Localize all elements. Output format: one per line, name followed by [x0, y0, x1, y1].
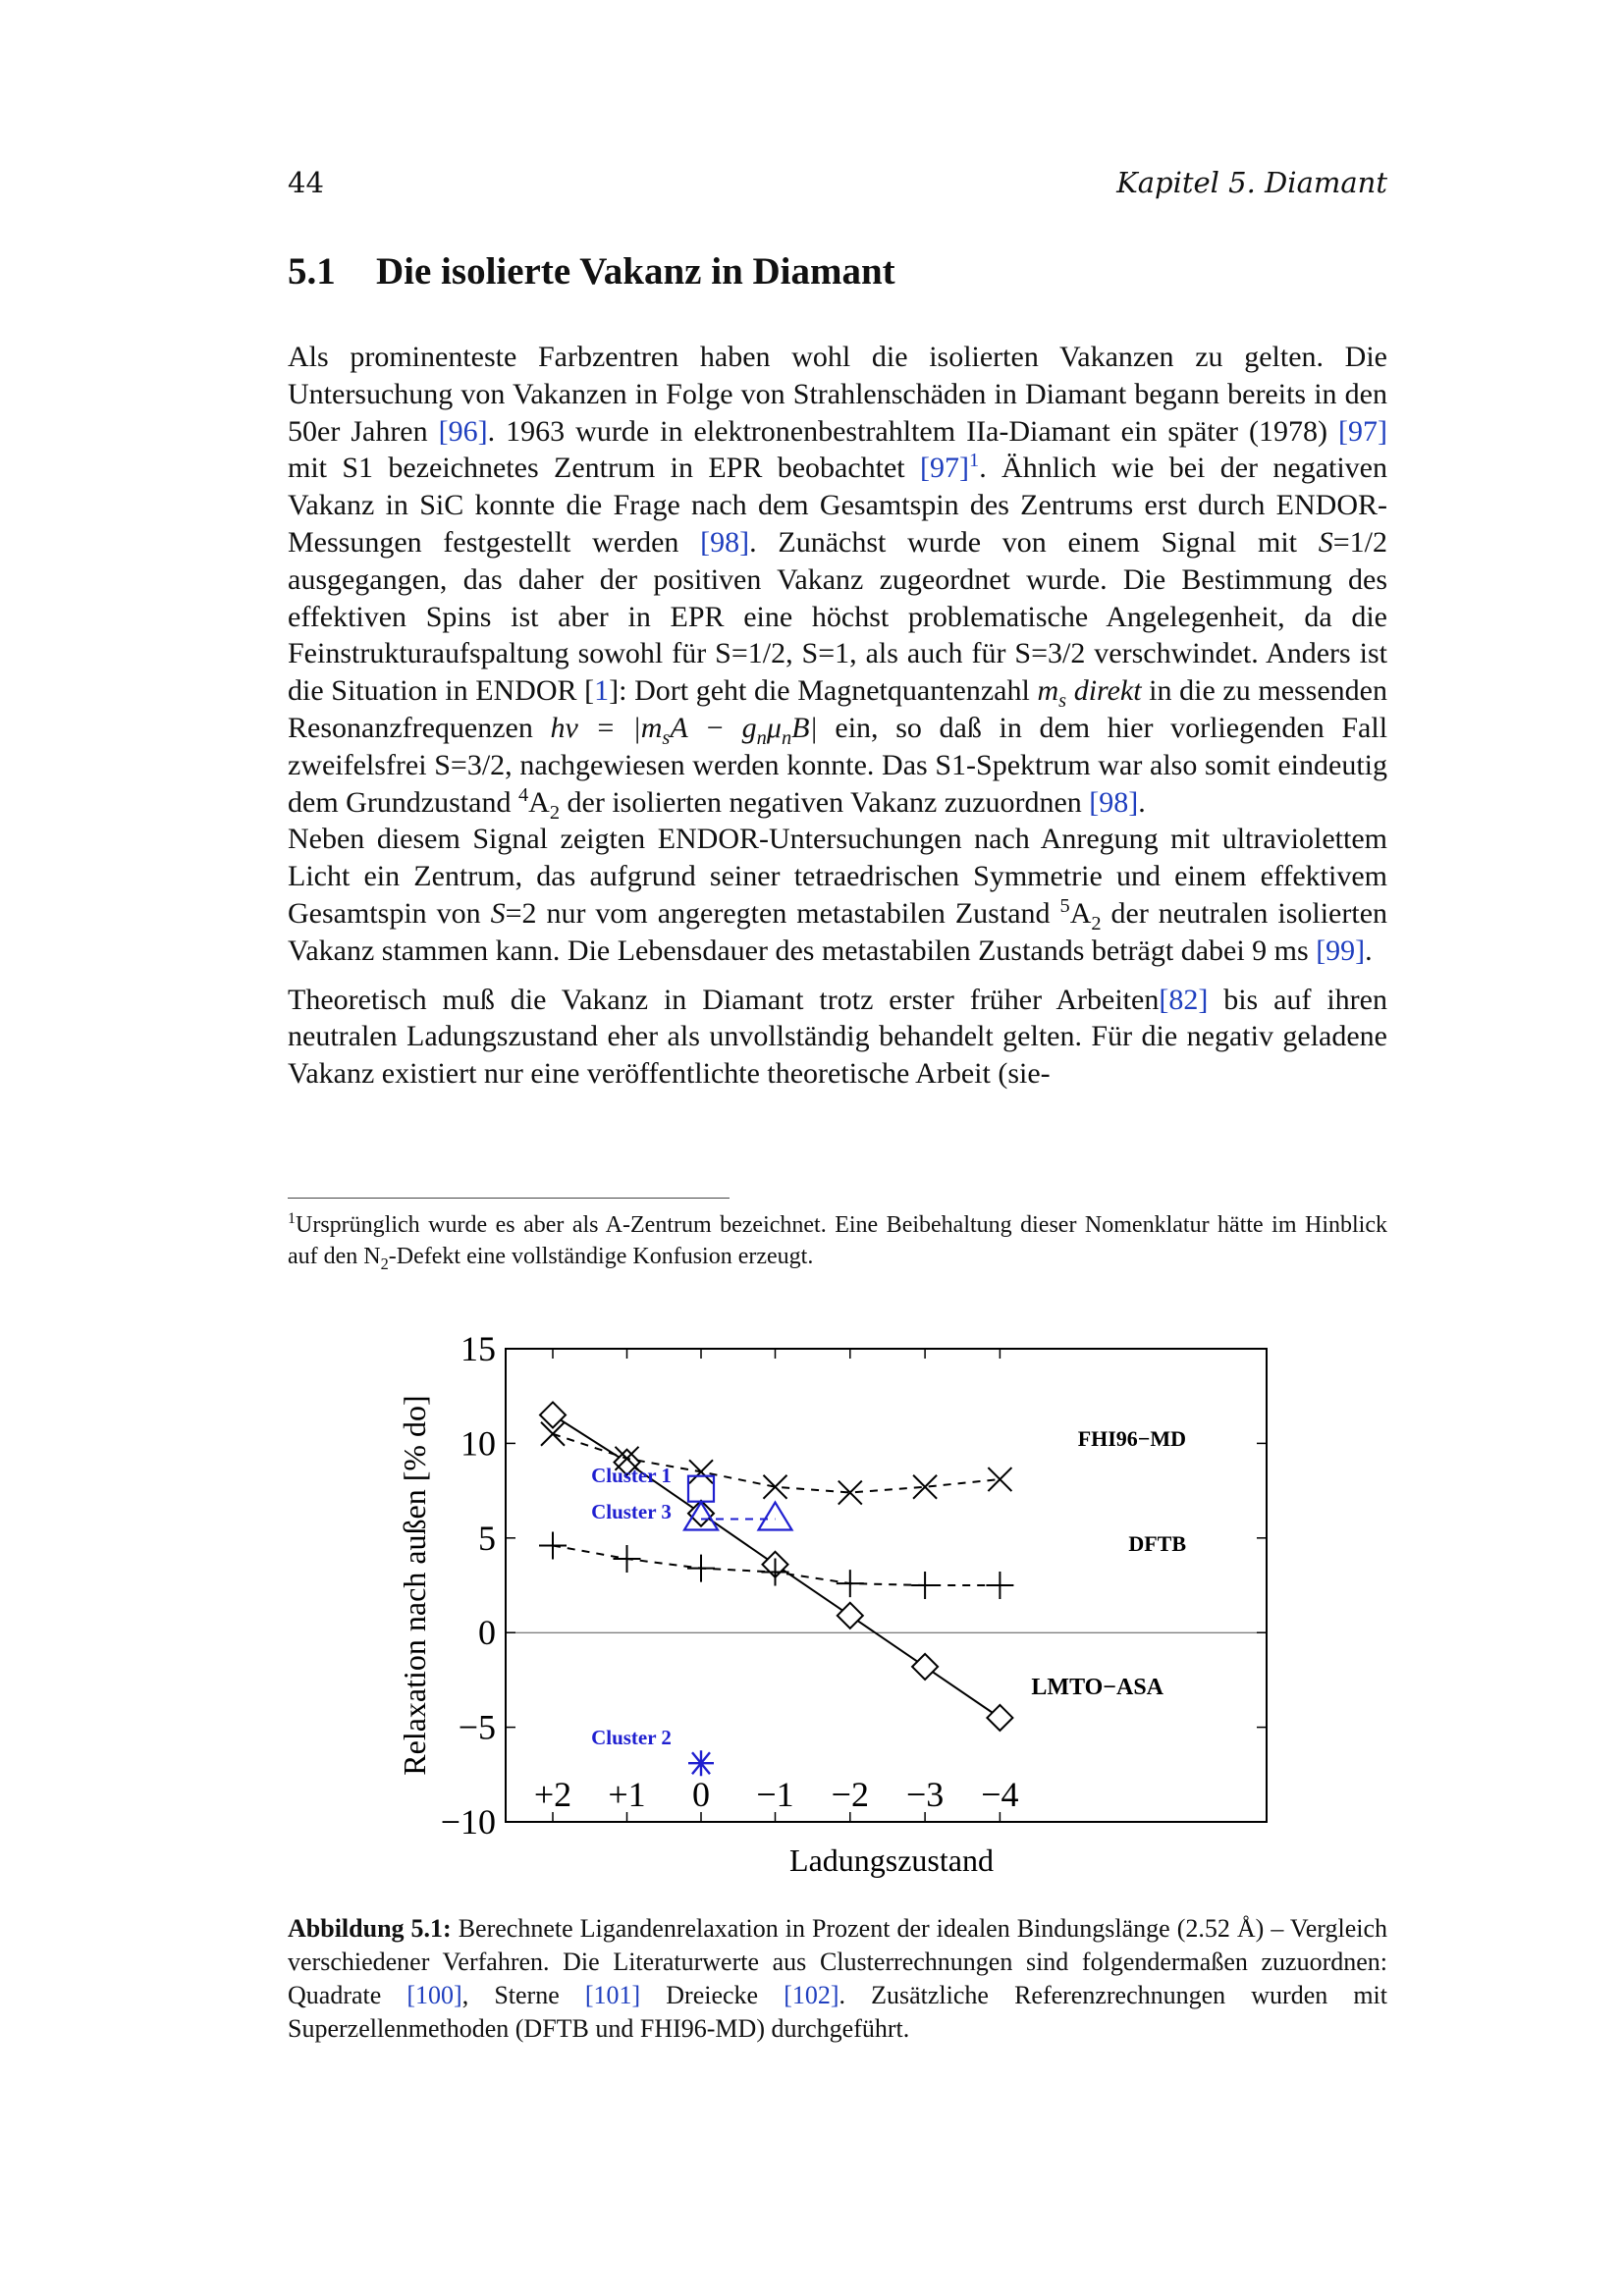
section-title: Die isolierte Vakanz in Diamant [376, 250, 895, 293]
data-point-dftb [986, 1572, 1013, 1599]
x-axis-label: Ladungszustand [789, 1842, 994, 1878]
plot-frame [506, 1349, 1267, 1822]
y-tick-label: 10 [460, 1423, 496, 1464]
data-point-cluster-3 [759, 1503, 792, 1530]
x-tick-label: −2 [831, 1775, 869, 1814]
chapter-title: Kapitel 5. Diamant [1116, 166, 1387, 199]
legend-label: LMTO−ASA [1031, 1675, 1163, 1700]
paragraph: Neben diesem Signal zeigten ENDOR-Untersuchungen nach Anregung mit ultraviolettem Licht ein Zentrum, das aufgrund seiner tetraedrischen Symmetrie und einem effektivem Gesamtspin von S=2 nur vom angeregten metastabilen Zustand $^5A_2$ der neutralen isolierten Vakanz stammen kann. Die Lebensdauer des metastabilen Zustands beträgt dabei 9 ms [99]. [288, 823, 1388, 967]
y-tick-label: 5 [478, 1518, 496, 1558]
x-tick-label: −3 [905, 1775, 945, 1814]
citation-link[interactable]: [101] [584, 1981, 641, 2009]
paragraph: Als prominenteste Farbzentren haben wohl die isolierten Vakanzen zu gelten. Die Untersuchung von Vakanzen in Folge von Strahlenschäden in Diamant begann bereits in den 50er Jahren [96]. 1963 wurde in elektronenbestrahltem IIa-Diamant ein später (1978) [97] mit S1 bezeichnetes Zentrum in EPR beobachtet [97]$^1$. Ähnlich wie bei der negativen Vakanz in SiC konnte die Frage nach dem Gesamtspin des Zentrums erst durch ENDOR-Messungen festgestellt werden [98]. Zunächst wurde von einem Signal mit S=1/2 ausgegangen, das daher der positiven Vakanz zugeordnet wurde. Die Bestimmung des effektiven Spins ist aber in EPR eine höchst problematische Angelegenheit, da die Feinstrukturaufspaltung sowohl für S=1/2, S=1, als auch für S=3/2 verschwindet. Anders ist die Situation in ENDOR [1]: Dort geht die Magnetquantenzahl $m_s$ direkt in die zu messenden Resonanzfrequenzen $h\nu = |m_sA - g_n\mu_nB|$ ein, so daß in dem hier vorliegenden Fall zweifelsfrei S=3/2, nachgewiesen werden konnte. Das S1-Spektrum war also somit eindeutig dem Grundzustand $^4A_2$ der isolierten negativen Vakanz zuzuordnen [98]. [288, 341, 1388, 824]
citation-link[interactable]: [98] [1089, 785, 1139, 819]
citation-link[interactable]: [102] [784, 1981, 839, 2009]
section-number: 5.1 [288, 250, 336, 293]
relaxation-chart [386, 1323, 1299, 1883]
footnote-rule [288, 1198, 730, 1199]
legend-label: DFTB [1128, 1531, 1186, 1556]
data-point-lmto-asa [987, 1705, 1012, 1731]
x-tick-label: −4 [981, 1775, 1019, 1814]
citation-link[interactable]: [82] [1159, 983, 1209, 1016]
citation-link[interactable]: [97] [1338, 414, 1387, 448]
data-point-dftb [837, 1570, 864, 1597]
data-point-dftb [614, 1545, 641, 1573]
cluster-label: Cluster 1 [591, 1464, 672, 1487]
data-point-lmto-asa [912, 1654, 938, 1680]
x-tick-label: +2 [533, 1775, 572, 1814]
page-number: 44 [288, 166, 324, 199]
y-tick-label: −5 [458, 1707, 496, 1747]
citation-link[interactable]: [96] [438, 414, 488, 448]
cluster-label: Cluster 2 [591, 1726, 672, 1749]
citation-link[interactable]: [100] [406, 1981, 462, 2009]
data-point-dftb [911, 1572, 939, 1599]
citation-link[interactable]: 1 [594, 674, 610, 708]
data-point-dftb [687, 1555, 715, 1582]
citation-link[interactable]: [98] [700, 525, 750, 559]
x-tick-label: −1 [756, 1775, 794, 1814]
x-tick-label: +1 [608, 1775, 646, 1814]
paragraph: Theoretisch muß die Vakanz in Diamant trotz erster früher Arbeiten[82] bis auf ihren neutralen Ladungszustand eher als unvollständig behandelt gelten. Für die negativ geladene Vakanz existiert nur eine veröffentlichte theoretische Arbeit (sie- [288, 983, 1387, 1091]
y-axis-label: Relaxation nach außen [% do] [397, 1395, 432, 1776]
figure-caption: Abbildung 5.1: Berechnete Ligandenrelaxation in Prozent der idealen Bindungslänge (2.52 Å) – Vergleich verschiedener Verfahren. Die Literaturwerte aus Clusterrechnungen sind folgendermaßen zuzuordnen: Quadrate [100], Sterne [101] Dreiecke [102]. Zusätzliche Referenzrechnungen wurden mit Superzellenmethoden (DFTB und FHI96-MD) durchgeführt. [288, 1914, 1388, 2043]
data-point-lmto-asa [838, 1603, 863, 1629]
footnote-link[interactable]: 1 [968, 450, 980, 472]
legend-label: FHI96−MD [1077, 1426, 1186, 1451]
body-text [288, 339, 1387, 1093]
cluster-label: Cluster 3 [591, 1500, 672, 1523]
citation-link[interactable]: [99] [1316, 934, 1366, 967]
data-point-dftb [539, 1532, 567, 1560]
footnote: $^1$Ursprünglich wurde es aber als A-Zentrum bezeichnet. Eine Beibehaltung dieser Nomenklatur hätte im Hinblick auf den $N_2$-Defekt eine vollständige Konfusion erzeugt. [288, 1210, 1387, 1273]
caption-label: Abbildung 5.1: [288, 1914, 452, 1943]
data-point-fhi96-md [689, 1460, 713, 1483]
citation-link[interactable]: [97] [920, 452, 969, 485]
y-tick-label: 0 [478, 1613, 496, 1653]
y-tick-label: −10 [440, 1802, 496, 1842]
y-tick-label: 15 [460, 1329, 496, 1368]
footnote-mark: 1 [288, 1210, 296, 1227]
section-heading [288, 247, 1387, 296]
x-tick-label: 0 [692, 1775, 710, 1814]
data-point-cluster-2 [688, 1750, 714, 1776]
